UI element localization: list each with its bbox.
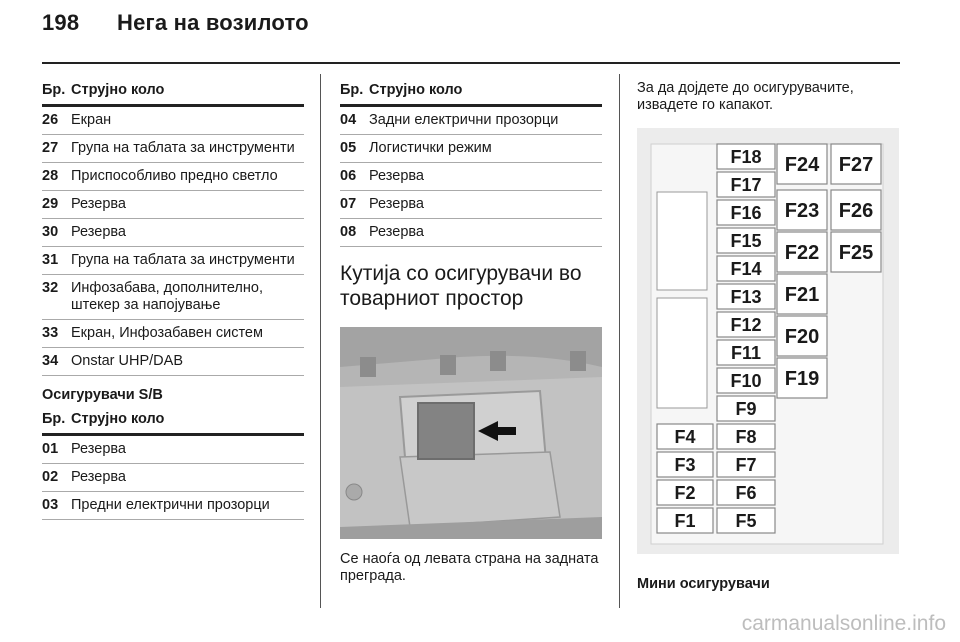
fuse-label: F8 — [735, 427, 757, 447]
row-number: 07 — [340, 196, 357, 212]
fuse-label: F26 — [838, 200, 874, 222]
page-number: 198 — [42, 10, 80, 35]
fuse-label: F27 — [838, 154, 874, 176]
row-number: 03 — [42, 497, 59, 513]
fuse-col2-4 — [777, 316, 827, 356]
table-row — [42, 320, 304, 348]
fuse-label: F2 — [674, 483, 696, 503]
table2-body — [42, 436, 304, 520]
fuse-col1-1 — [717, 172, 775, 197]
fuse-label: F5 — [735, 511, 757, 531]
fuse-col1-0 — [717, 144, 775, 169]
row-number: 02 — [42, 469, 59, 485]
table2-header — [42, 407, 304, 436]
watermark: carmanualsonline.info — [741, 612, 946, 635]
column-middle — [340, 78, 602, 585]
fuse-label: F19 — [784, 368, 820, 390]
fuse-col3-1 — [831, 190, 881, 230]
fuse-col1-2 — [717, 200, 775, 225]
row-number: 26 — [42, 112, 59, 128]
row-number: 08 — [340, 224, 357, 240]
row-circuit: Резерва — [71, 441, 126, 457]
col-circuit-header: Струјно коло — [71, 82, 165, 98]
row-number: 06 — [340, 168, 357, 184]
fuse-col2-2 — [777, 232, 827, 272]
fuse-label: F18 — [730, 147, 762, 167]
fuse-label: F15 — [730, 231, 762, 251]
empty-slot-lower — [657, 298, 707, 408]
header-rule — [42, 62, 900, 64]
fuse-label: F22 — [784, 242, 820, 264]
table-row — [42, 219, 304, 247]
page-title: Нега на возилото — [117, 10, 309, 35]
table-row — [42, 163, 304, 191]
fuse-label: F23 — [784, 200, 820, 222]
intro-text: За да дојдете до осигурувачите, извадете го капакот. — [637, 80, 854, 113]
row-number: 33 — [42, 325, 59, 341]
fuse-col1-7 — [717, 340, 775, 365]
fuse-col1-12 — [717, 480, 775, 505]
column-left — [42, 78, 304, 520]
fuse-label: F13 — [730, 287, 762, 307]
page-header — [42, 10, 309, 36]
row-number: 27 — [42, 140, 59, 156]
fuse-label: F16 — [730, 203, 762, 223]
fuse-label: F9 — [735, 399, 757, 419]
col-num-header: Бр. — [42, 411, 66, 427]
fuse-col_left-3 — [657, 508, 713, 533]
fuse-col_left-2 — [657, 480, 713, 505]
fuse-col1-3 — [717, 228, 775, 253]
fuse-col2-0 — [777, 144, 827, 184]
row-circuit: Резерва — [369, 196, 424, 212]
fuse-col1-5 — [717, 284, 775, 309]
table3-body — [340, 107, 602, 247]
col-circuit-header: Струјно коло — [369, 82, 463, 98]
fuse-label: F17 — [730, 175, 762, 195]
fuse-col1-6 — [717, 312, 775, 337]
fuse-col1-4 — [717, 256, 775, 281]
table-row — [42, 348, 304, 376]
table-row — [340, 135, 602, 163]
row-number: 32 — [42, 280, 59, 296]
row-circuit: Екран — [71, 112, 112, 128]
table-row — [42, 436, 304, 464]
column-right — [637, 78, 899, 593]
row-circuit: Инфозабава, дополнително, штекер за напојување — [71, 280, 263, 313]
row-number: 29 — [42, 196, 59, 212]
column-separator-1 — [320, 74, 321, 608]
row-circuit: Onstar UHP/DAB — [71, 353, 183, 369]
row-number: 28 — [42, 168, 59, 184]
fuse-label: F4 — [674, 427, 696, 447]
table1-header — [42, 78, 304, 107]
table-row — [340, 163, 602, 191]
fuse-caption: Мини осигурувачи — [637, 576, 770, 592]
fuse-label: F10 — [730, 371, 762, 391]
table-row — [42, 275, 304, 320]
fuse-label: F20 — [784, 326, 820, 348]
column-separator-2 — [619, 74, 620, 608]
table-row — [42, 464, 304, 492]
table3-header — [340, 78, 602, 107]
fuse-label: F3 — [674, 455, 696, 475]
fuse-col1-8 — [717, 368, 775, 393]
row-circuit: Приспособливо предно светло — [71, 168, 278, 184]
fuse-label: F24 — [784, 154, 820, 176]
row-circuit: Резерва — [369, 224, 424, 240]
row-number: 04 — [340, 112, 357, 128]
fuse-col2-3 — [777, 274, 827, 314]
fusebox-svg — [637, 128, 899, 554]
fuse-label: F12 — [730, 315, 762, 335]
fuse-col1-10 — [717, 424, 775, 449]
cargo-fusebox-photo — [340, 327, 602, 539]
col-circuit-header: Струјно коло — [71, 411, 165, 427]
section-title: Кутија со осигурувачи во товарниот простор — [340, 262, 582, 310]
fuse-label: F25 — [838, 242, 874, 264]
row-circuit: Група на таблата за инструменти — [71, 140, 295, 156]
table-row — [340, 219, 602, 247]
fuse-col2-5 — [777, 358, 827, 398]
fuse-col_left-0 — [657, 424, 713, 449]
col-num-header: Бр. — [42, 82, 66, 98]
fuse-col2-1 — [777, 190, 827, 230]
row-circuit: Екран, Инфозабавен систем — [71, 325, 263, 341]
table-row — [340, 107, 602, 135]
col-num-header: Бр. — [340, 82, 364, 98]
row-number: 05 — [340, 140, 357, 156]
row-circuit: Група на таблата за инструменти — [71, 252, 295, 268]
fuse-label: F1 — [674, 511, 696, 531]
table1-body — [42, 107, 304, 376]
fuse-col3-0 — [831, 144, 881, 184]
fuse-label: F6 — [735, 483, 757, 503]
row-circuit: Резерва — [71, 224, 126, 240]
fuse-col_left-1 — [657, 452, 713, 477]
table-row — [42, 492, 304, 520]
row-number: 31 — [42, 252, 59, 268]
table-row — [42, 191, 304, 219]
fuse-label: F14 — [730, 259, 762, 279]
subheading-sb: Осигурувачи S/B — [42, 387, 163, 403]
table-row — [42, 247, 304, 275]
fuse-col1-13 — [717, 508, 775, 533]
table-row — [42, 135, 304, 163]
fuse-col1-9 — [717, 396, 775, 421]
row-number: 01 — [42, 441, 59, 457]
photo-caption: Се наоѓа од левата страна на задната преграда. — [340, 551, 599, 584]
fuse-label: F7 — [735, 455, 757, 475]
row-circuit: Резерва — [71, 469, 126, 485]
table-row — [340, 191, 602, 219]
row-number: 30 — [42, 224, 59, 240]
row-circuit: Предни електрични прозорци — [71, 497, 270, 513]
row-circuit: Резерва — [71, 196, 126, 212]
fuse-label: F21 — [784, 284, 820, 306]
row-number: 34 — [42, 353, 59, 369]
empty-slot-upper — [657, 192, 707, 290]
row-circuit: Задни електрични прозорци — [369, 112, 559, 128]
fusebox-diagram — [637, 128, 899, 554]
cargo-area-illustration — [340, 327, 602, 539]
row-circuit: Логистички режим — [369, 140, 492, 156]
fuse-col3-2 — [831, 232, 881, 272]
fuse-col1-11 — [717, 452, 775, 477]
table-row — [42, 107, 304, 135]
fuse-label: F11 — [730, 343, 762, 363]
row-circuit: Резерва — [369, 168, 424, 184]
